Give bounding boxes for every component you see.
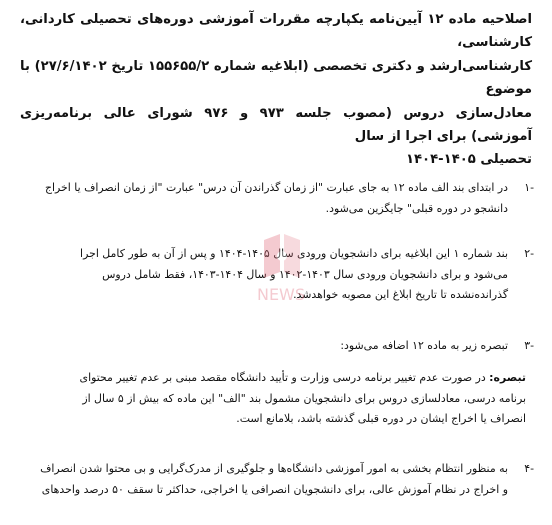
note-text: انصراف یا اخراج ایشان در دوره قبلی گذشته باشد، بلامانع است.	[236, 412, 526, 426]
item-text: دانشجو در دوره قبلی" جایگزین می‌شود.	[325, 201, 508, 215]
note-label: تبصره:	[489, 371, 526, 384]
item-text: گذرانده‌نشده تا تاریخ ابلاغ این مصوبه خواهدشد.	[293, 288, 508, 302]
item-number: -۲	[524, 247, 534, 260]
item-text: می‌شود و برای دانشجویان ورودی سال ۱۴۰۳-۱۴۰۲ و سال ۱۴۰۴-۱۴۰۳، فقط شامل دروس	[102, 267, 508, 281]
item-number: -۱	[524, 181, 534, 194]
note-text: در صورت عدم تغییر برنامه درسی وزارت و تأیید دانشگاه مقصد مبنی بر عدم تغییر محتوای	[79, 371, 490, 384]
document-title	[20, 8, 532, 172]
item-text: در ابتدای بند الف ماده ۱۲ به جای عبارت "از زمان گذراندن آن درس" عبارت "از زمان انصراف یا اخراج	[44, 181, 508, 194]
item-text: بند شماره ۱ این ابلاغیه برای دانشجویان ورودی سال ۱۴۰۵-۱۴۰۴ و پس از آن به طور کامل اجرا	[80, 247, 508, 260]
list-item	[20, 178, 534, 219]
title-line: معادل‌سازی دروس (مصوب جلسه ۹۷۳ و ۹۷۶ شورای عالی برنامه‌ریزی آموزشی) برای اجرا از سال	[20, 105, 532, 145]
item-text: به منظور انتظام بخشی به امور آموزشی دانشگاه‌ها و جلوگیری از مدرک‌گرایی و بی محتوا شدن انصراف	[40, 462, 508, 475]
title-line: تحصیلی ۱۴۰۵-۱۴۰۴	[405, 152, 532, 168]
list-item	[20, 244, 534, 306]
list-item	[20, 459, 534, 500]
title-line: اصلاحیه ماده ۱۲ آیین‌نامه یکپارچه مقررات آموزشی دوره‌های تحصیلی کاردانی، کارشناسی،	[20, 12, 532, 51]
item-text: تبصره زیر به ماده ۱۲ اضافه می‌شود:	[340, 339, 508, 352]
watermark-text: NEWS	[256, 285, 306, 304]
list-item	[20, 336, 534, 357]
item-number: -۳	[524, 339, 534, 352]
item-number: -۴	[524, 462, 534, 475]
title-line: کارشناسی‌ارشد و دکتری تخصصی (ابلاغیه شماره ۱۵۵۶۵۵/۲ تاریخ ۲۷/۶/۱۴۰۲) با موضوع	[20, 58, 532, 98]
item-text: و اخراج در نظام آموزش عالی، برای دانشجویان انصرافی یا اخراجی، حداکثر تا سقف ۵۰ درصد واحدهای	[41, 482, 508, 496]
note-text: برنامه درسی، معادلسازی دروس برای دانشجویان مشمول بند "الف" این ماده که بیش از ۵ سال از	[82, 391, 526, 405]
note-paragraph	[20, 368, 526, 430]
